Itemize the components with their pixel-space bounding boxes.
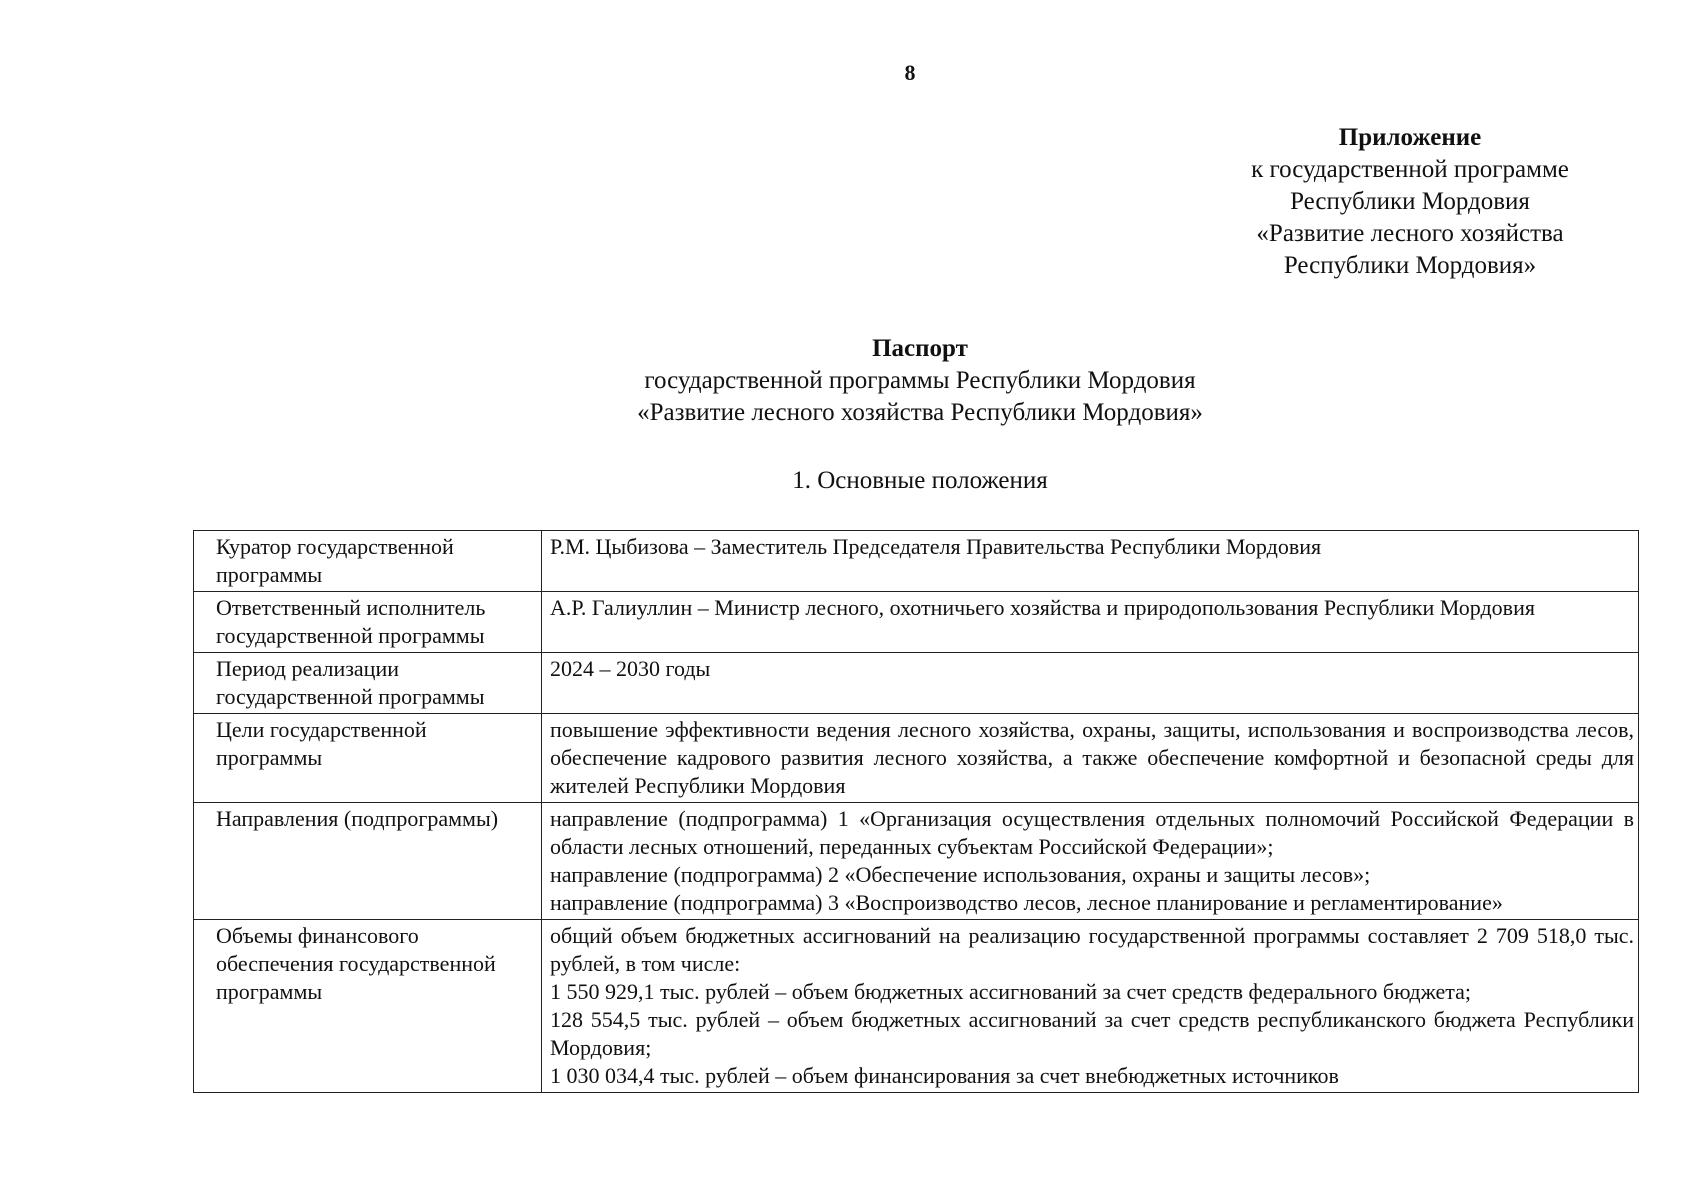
appendix-line: «Развитие лесного хозяйства	[1256, 220, 1564, 247]
row-label: Куратор государственной программы	[194, 531, 542, 592]
row-value-line: 128 554,5 тыс. рублей – объем бюджетных ассигнований за счет средств республиканского бюджета Республики Мордовия;	[550, 1007, 1634, 1060]
table-row	[194, 653, 1639, 714]
table-row	[194, 920, 1639, 1093]
row-label: Объемы финансового обеспечения государственной программы	[194, 920, 542, 1093]
passport-table	[193, 530, 1639, 1093]
row-value	[542, 592, 1639, 653]
row-value-line: общий объем бюджетных ассигнований на реализацию государственной программы составляет 2 709 518,0 тыс. рублей, в том числе:	[550, 923, 1634, 976]
row-value	[542, 920, 1639, 1093]
section-heading: 1. Основные положения	[792, 467, 1048, 494]
page-number: 8	[904, 60, 916, 85]
row-label: Период реализации государственной программы	[194, 653, 542, 714]
row-value-spacer	[550, 561, 1634, 589]
passport-subtitle-line: «Развитие лесного хозяйства Республики Мордовия»	[637, 399, 1203, 426]
table-row	[194, 592, 1639, 653]
appendix-title: Приложение	[1338, 124, 1482, 151]
row-value	[542, 714, 1639, 803]
row-value-line: направление (подпрограмма) 1 «Организация осуществления отдельных полномочий Российской Федерации в области лесных отношений, переданных субъектам Российской Федерации»;	[550, 806, 1634, 859]
appendix-line: к государственной программе	[1251, 156, 1569, 183]
row-value-line: А.Р. Галиуллин – Министр лесного, охотничьего хозяйства и природопользования Республики Мордовия	[550, 595, 1535, 620]
row-label: Цели государственной программы	[194, 714, 542, 803]
row-label: Ответственный исполнитель государственной программы	[194, 592, 542, 653]
row-value	[542, 531, 1639, 592]
row-value-line: направление (подпрограмма) 2 «Обеспечение использования, охраны и защиты лесов»;	[550, 862, 1371, 887]
passport-subtitle-line: государственной программы Республики Мордовия	[644, 367, 1196, 394]
appendix-line: Республики Мордовия	[1290, 188, 1530, 215]
row-value-line: направление (подпрограмма) 3 «Воспроизводство лесов, лесное планирование и регламентирование»	[550, 890, 1503, 915]
row-value	[542, 653, 1639, 714]
passport-title: Паспорт	[872, 335, 968, 362]
table-row	[194, 531, 1639, 592]
row-value-line: Р.М. Цыбизова – Заместитель Председателя Правительства Республики Мордовия	[550, 534, 1322, 559]
row-value-line: 1 030 034,4 тыс. рублей – объем финансирования за счет внебюджетных источников	[550, 1063, 1339, 1088]
row-value-line: 2024 – 2030 годы	[550, 656, 711, 681]
row-label: Направления (подпрограммы)	[194, 803, 542, 920]
table-row	[194, 714, 1639, 803]
row-value-line: 1 550 929,1 тыс. рублей – объем бюджетных ассигнований за счет средств федерального бюджета;	[550, 979, 1472, 1004]
appendix-block	[1180, 122, 1640, 282]
table-row	[194, 803, 1639, 920]
passport-heading	[420, 333, 1420, 429]
row-value-line: повышение эффективности ведения лесного хозяйства, охраны, защиты, использования и воспроизводства лесов, обеспечение кадрового развития лесного хозяйства, а также обеспечение комфортной и безопасной среды для жителей Республики Мордовия	[550, 717, 1634, 798]
appendix-line: Республики Мордовия»	[1283, 252, 1537, 279]
row-value	[542, 803, 1639, 920]
